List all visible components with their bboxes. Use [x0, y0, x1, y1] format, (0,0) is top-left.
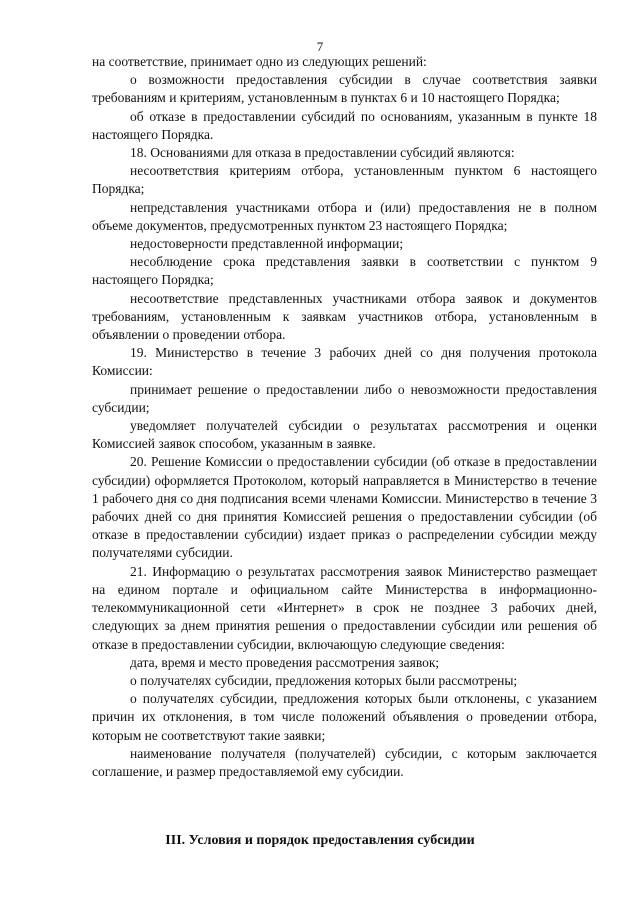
paragraph: непредставления участниками отбора и (или) предоставления не в полном объеме документов, предусмотренных пунктом 23 настоящего Порядка;: [92, 199, 597, 233]
paragraph: о получателях субсидии, предложения которых были отклонены, с указанием причин их отклонения, в том числе положений объявления о проведении отбора, которым не соответствуют такие заявки;: [92, 691, 597, 743]
paragraph: несоблюдение срока представления заявки в соответствии с пунктом 9 настоящего Порядка;: [92, 254, 597, 288]
paragraph: несоответствие представленных участниками отбора заявок и документов требованиям, установленным к заявкам участников отбора, установленным в объявлении о проведении отбора.: [92, 290, 597, 343]
paragraph: несоответствия критериям отбора, установленным пунктом 6 настоящего Порядка;: [92, 163, 597, 197]
paragraph: уведомляет получателей субсидии о результатах рассмотрения и оценки Комиссией заявок способом, указанным в заявке.: [92, 418, 597, 452]
section-heading: III. Условия и порядок предоставления субсидии: [165, 833, 475, 848]
paragraph: о возможности предоставления субсидии в случае соответствия заявки требованиям и критериям, установленным в пунктах 6 и 10 настоящего Порядка;: [92, 72, 597, 106]
paragraph: о получателях субсидии, предложения которых были рассмотрены;: [130, 672, 518, 688]
paragraph: недостоверности представленной информации;: [130, 236, 404, 252]
paragraph: наименование получателя (получателей) субсидии, с которым заключается соглашение, и размер предоставляемой ему субсидии.: [92, 745, 597, 779]
paragraph: 18. Основаниями для отказа в предоставлении субсидий являются:: [130, 145, 515, 161]
paragraph: 21. Информацию о результатах рассмотрения заявок Министерство размещает на едином портале и официальном сайте Министерства в информационно-телекоммуникационной сети «Интернет» в срок не позднее 3 рабочих дней, следующих за днем принятия решения о предоставлении субсидии или решения об отказе в предоставлении субсидии, включающую следующие сведения:: [92, 563, 597, 652]
page-number: 7: [316, 39, 324, 54]
paragraph: дата, время и место проведения рассмотрения заявок;: [130, 654, 440, 670]
paragraph: принимает решение о предоставлении либо о невозможности предоставления субсидии;: [92, 381, 597, 415]
paragraph: 19. Министерство в течение 3 рабочих дней со дня получения протокола Комиссии:: [92, 345, 597, 379]
paragraph: на соответствие, принимает одно из следующих решений:: [92, 54, 427, 69]
body-text: [92, 53, 597, 781]
paragraph: об отказе в предоставлении субсидий по основаниям, указанным в пункте 18 настоящего Порядка.: [92, 108, 597, 142]
paragraph: 20. Решение Комиссии о предоставлении субсидии (об отказе в предоставлении субсидии) оформляется Протоколом, который направляется в Министерство в течение 1 рабочего дня со дня подписания всеми членами Комиссии. Министерство в течение 3 рабочих дней со дня принятия Комиссией решения о предоставлении субсидии (об отказе в предоставлении субсидии) издает приказ о распределении субсидии между получателями субсидии.: [92, 454, 597, 561]
